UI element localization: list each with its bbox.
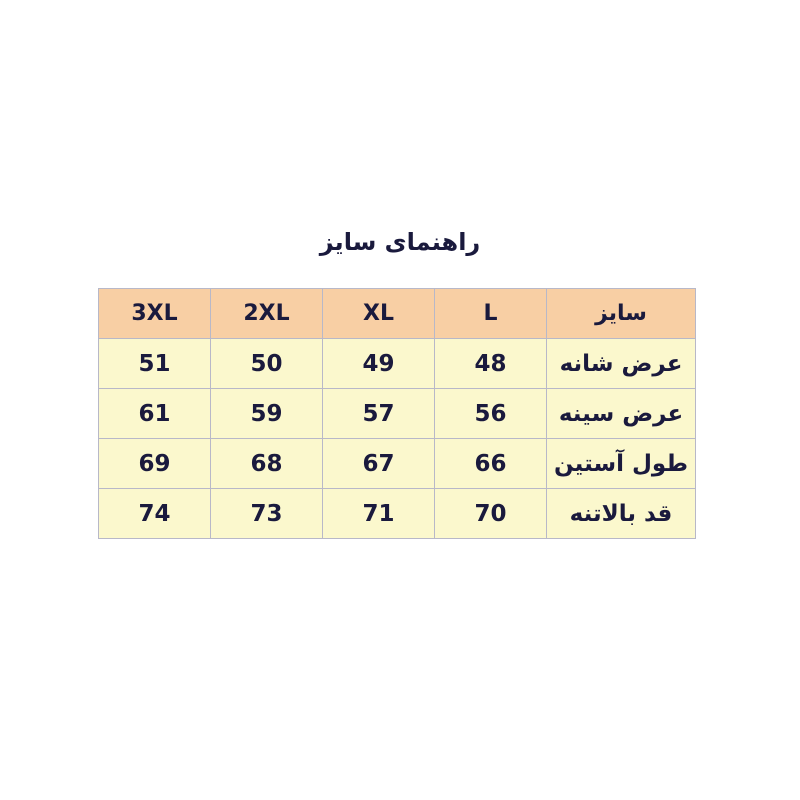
row-label-chest: عرض سینه <box>547 389 696 439</box>
row-label-sleeve: طول آستین <box>547 439 696 489</box>
header-size-3xl: 3XL <box>99 289 211 339</box>
row-label-body-length: قد بالاتنه <box>547 489 696 539</box>
cell-chest-l: 56 <box>435 389 547 439</box>
row-label-shoulder: عرض شانه <box>547 339 696 389</box>
header-label-cell: سایز <box>547 289 696 339</box>
cell-sleeve-3xl: 69 <box>99 439 211 489</box>
size-table-container <box>104 288 696 539</box>
cell-body-length-xl: 71 <box>323 489 435 539</box>
table-row <box>99 339 696 389</box>
cell-shoulder-2xl: 50 <box>211 339 323 389</box>
table-row <box>99 389 696 439</box>
header-size-l: L <box>435 289 547 339</box>
cell-body-length-3xl: 74 <box>99 489 211 539</box>
cell-body-length-2xl: 73 <box>211 489 323 539</box>
cell-body-length-l: 70 <box>435 489 547 539</box>
cell-sleeve-2xl: 68 <box>211 439 323 489</box>
cell-chest-2xl: 59 <box>211 389 323 439</box>
size-guide-table <box>98 288 696 539</box>
cell-shoulder-l: 48 <box>435 339 547 389</box>
cell-chest-xl: 57 <box>323 389 435 439</box>
table-header-row <box>99 289 696 339</box>
cell-sleeve-xl: 67 <box>323 439 435 489</box>
header-size-2xl: 2XL <box>211 289 323 339</box>
cell-chest-3xl: 61 <box>99 389 211 439</box>
table-row <box>99 489 696 539</box>
page-title: راهنمای سایز <box>319 228 481 256</box>
cell-shoulder-3xl: 51 <box>99 339 211 389</box>
header-size-xl: XL <box>323 289 435 339</box>
table-row <box>99 439 696 489</box>
cell-shoulder-xl: 49 <box>323 339 435 389</box>
cell-sleeve-l: 66 <box>435 439 547 489</box>
